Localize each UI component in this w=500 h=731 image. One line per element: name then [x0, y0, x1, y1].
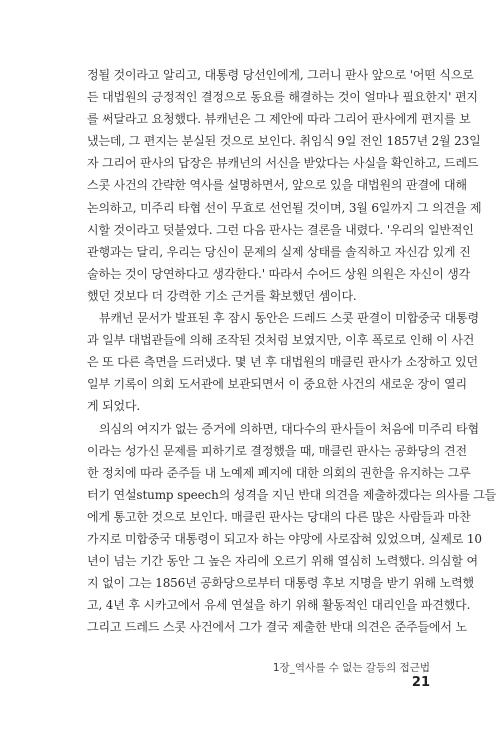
text-line: 게 되었다. [87, 399, 141, 414]
page-number: 21 [411, 675, 430, 690]
text-line: 그리고 드레드 스콧 사건에서 그가 결국 제출한 반대 의견은 준주들에서 노 [87, 620, 467, 635]
text-line: 가지로 미합중국 대통령이 되고자 하는 야망에 사로잡혀 있었으며, 실제로 10 [87, 531, 482, 546]
text-line: 논의하고, 미주리 타협 선이 무효로 선언될 것이며, 3월 6일까지 그 의견을 제 [87, 200, 482, 215]
text-line: 한 정치에 따라 준주들 내 노예제 폐지에 대한 의회의 권한을 유지하는 그루 [87, 465, 471, 480]
text-line: 술하는 것이 당연하다고 생각한다.' 따라서 수어드 상원 의원은 자신이 생각 [87, 266, 471, 281]
text-line: 냈는데, 그 편지는 분실된 것으로 보인다. 취임식 9일 전인 1857년 2월 23일 [87, 134, 481, 149]
text-line: 은 또 다른 측면을 드러냈다. 몇 년 후 대법원의 매클린 판사가 소장하고 있던 [87, 355, 478, 370]
text-line: 지 없이 그는 1856년 공화당으로부터 대통령 후보 지명을 받기 위해 노력했 [87, 576, 474, 591]
text-line: 에게 통고한 것으로 보인다. 매클린 판사는 당대의 다른 많은 사람들과 마찬 [87, 509, 471, 524]
text-line: 했던 것보다 더 강력한 기소 근거를 확보했던 셈이다. [87, 288, 357, 303]
running-footer [250, 660, 430, 690]
text-line: 뷰캐넌 문서가 발표된 후 잠시 동안은 드레드 스콧 판결이 미합중국 대통령 [99, 311, 479, 326]
body-text [87, 64, 497, 638]
text-line: 년이 넘는 기간 동안 그 높은 자리에 오르기 위해 열심히 노력했다. 의심할 여 [87, 554, 478, 569]
text-line: 관행과는 달리, 우리는 당신이 문제의 실제 상태를 솔직하고 자신감 있게 진 [87, 244, 471, 259]
text-line: 일부 기록이 의회 도서관에 보관되면서 이 중요한 사건의 새로운 장이 열리 [87, 377, 467, 392]
text-line: 를 써달라고 요청했다. 뷰캐넌은 그 제안에 따라 그리어 판사에게 편지를 보 [87, 112, 471, 127]
text-line: 과 일부 대법관들에 의해 조작된 것처럼 보였지만, 이후 폭로로 인해 이 사건 [87, 333, 475, 348]
text-line: 의심의 여지가 없는 증거에 의하면, 대다수의 판사들이 처음에 미주리 타협 [99, 421, 479, 436]
text-line: 든 대법원의 긍정적인 결정으로 동요를 해결하는 것이 얼마나 필요한지' 편지 [87, 90, 478, 105]
text-line: 자 그리어 판사의 답장은 뷰캐넌의 서신을 받았다는 사실을 확인하고, 드레드 [87, 156, 479, 171]
text-line: 이라는 성가신 문제를 피하기로 결정했을 때, 매클린 판사는 공화당의 견전 [87, 443, 467, 458]
footer-chapter-title: 1장_역사를 수 없는 갈등의 접근법 [272, 662, 430, 674]
text-line: 정될 것이라고 알리고, 대통령 당선인에게, 그러니 판사 앞으로 '어떤 식으로 [87, 68, 474, 82]
text-line: 시할 것이라고 덧붙였다. 그런 다음 판사는 결론을 내렸다. '우리의 일반적인 [87, 222, 474, 237]
text-line: 스콧 사건의 간략한 역사를 설명하면서, 앞으로 있을 대법원의 판결에 대해 [87, 178, 467, 193]
text-line: 터기 연설stump speech의 성격을 지닌 반대 의견을 제출하겠다는 의사를 그들 [87, 487, 497, 502]
text-line: 고, 4년 후 시카고에서 유세 연설을 하기 위해 활동적인 대리인을 파견했다. [87, 598, 471, 613]
